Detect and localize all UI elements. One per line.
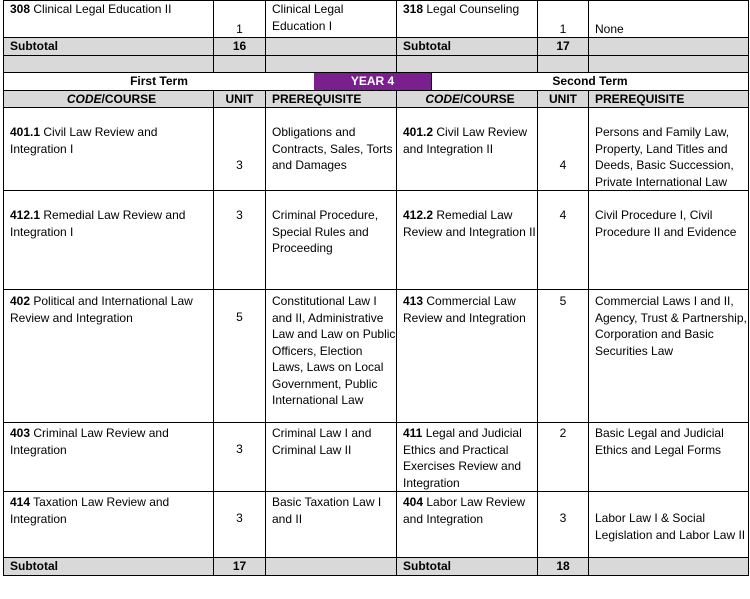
course-cell: 401.1 Civil Law Review and Integration I xyxy=(4,108,214,191)
unit-cell: 4 xyxy=(538,108,589,191)
unit-cell: 4 xyxy=(538,191,589,290)
year-badge: YEAR 4 xyxy=(314,73,431,90)
code-course-header: CODE/COURSE xyxy=(4,90,214,108)
prereq-cell: Constitutional Law I and II, Administrative Law and Law on Public Officers, Election Laws, Laws on Local Government, Public International Law xyxy=(266,290,397,423)
table-row xyxy=(4,191,749,290)
prereq-cell: Civil Procedure I, Civil Procedure II and Evidence xyxy=(589,191,749,290)
prereq-cell: Criminal Procedure, Special Rules and Proceeding xyxy=(266,191,397,290)
empty-cell xyxy=(589,38,749,56)
course-cell: 402 Political and International Law Review and Integration xyxy=(4,290,214,423)
course-cell: 413 Commercial Law Review and Integration xyxy=(397,290,538,423)
spacer-row xyxy=(4,55,749,72)
table-row xyxy=(4,1,749,38)
table-row xyxy=(4,108,749,191)
course-cell: 412.1 Remedial Law Review and Integration I xyxy=(4,191,214,290)
subtotal-value: 17 xyxy=(214,558,266,576)
course-cell: 414 Taxation Law Review and Integration xyxy=(4,492,214,558)
empty-cell xyxy=(538,55,589,72)
empty-cell xyxy=(266,558,397,576)
term-header-row xyxy=(4,72,749,90)
table-row xyxy=(4,290,749,423)
course-cell: 412.2 Remedial Law Review and Integration II xyxy=(397,191,538,290)
empty-cell xyxy=(214,55,266,72)
prereq-cell: Persons and Family Law, Property, Land Titles and Deeds, Basic Succession, Private International Law xyxy=(589,108,749,191)
subtotal-value: 16 xyxy=(214,38,266,56)
prereq-cell: Obligations and Contracts, Sales, Torts and Damages xyxy=(266,108,397,191)
second-term-label: Second Term xyxy=(431,73,748,90)
empty-cell xyxy=(4,55,214,72)
unit-cell: 3 xyxy=(214,423,266,492)
subtotal-row xyxy=(4,558,749,576)
empty-cell xyxy=(589,55,749,72)
unit-cell: 1 xyxy=(538,1,589,38)
subtotal-label: Subtotal xyxy=(397,38,538,56)
unit-cell: 3 xyxy=(538,492,589,558)
unit-cell: 3 xyxy=(214,108,266,191)
course-cell: 403 Criminal Law Review and Integration xyxy=(4,423,214,492)
subtotal-label: Subtotal xyxy=(4,558,214,576)
unit-cell: 5 xyxy=(214,290,266,423)
subtotal-label: Subtotal xyxy=(4,38,214,56)
unit-cell: 2 xyxy=(538,423,589,492)
course-cell: 318 Legal Counseling xyxy=(397,1,538,38)
prereq-cell: Basic Legal and Judicial Ethics and Legal Forms xyxy=(589,423,749,492)
subtotal-value: 17 xyxy=(538,38,589,56)
unit-header: UNIT xyxy=(538,90,589,108)
prereq-cell: Labor Law I & Social Legislation and Labor Law II xyxy=(589,492,749,558)
column-header-row xyxy=(4,90,749,108)
prereq-cell: Criminal Law I and Criminal Law II xyxy=(266,423,397,492)
table-row xyxy=(4,423,749,492)
course-cell: 401.2 Civil Law Review and Integration II xyxy=(397,108,538,191)
unit-cell: 1 xyxy=(214,1,266,38)
prereq-cell: Commercial Laws I and II, Agency, Trust & Partnership, Corporation and Basic Securities Law xyxy=(589,290,749,423)
empty-cell xyxy=(266,55,397,72)
subtotal-value: 18 xyxy=(538,558,589,576)
course-cell: 404 Labor Law Review and Integration xyxy=(397,492,538,558)
subtotal-row xyxy=(4,38,749,56)
prereq-cell: None xyxy=(589,1,749,38)
unit-cell: 5 xyxy=(538,290,589,423)
empty-cell xyxy=(266,38,397,56)
course-cell: 308 Clinical Legal Education II xyxy=(4,1,214,38)
unit-cell: 3 xyxy=(214,191,266,290)
term-header-cell xyxy=(4,72,749,90)
empty-cell xyxy=(397,55,538,72)
first-term-label: First Term xyxy=(130,73,188,88)
empty-cell xyxy=(589,558,749,576)
unit-cell: 3 xyxy=(214,492,266,558)
prereq-cell: Basic Taxation Law I and II xyxy=(266,492,397,558)
prereq-cell: Clinical Legal Education I xyxy=(266,1,397,38)
code-course-header: CODE/COURSE xyxy=(397,90,538,108)
unit-header: UNIT xyxy=(214,90,266,108)
prereq-header: PREREQUISITE xyxy=(589,90,749,108)
subtotal-label: Subtotal xyxy=(397,558,538,576)
curriculum-table xyxy=(3,0,749,576)
table-row xyxy=(4,492,749,558)
course-cell: 411 Legal and Judicial Ethics and Practical Exercises Review and Integration xyxy=(397,423,538,492)
prereq-header: PREREQUISITE xyxy=(266,90,397,108)
